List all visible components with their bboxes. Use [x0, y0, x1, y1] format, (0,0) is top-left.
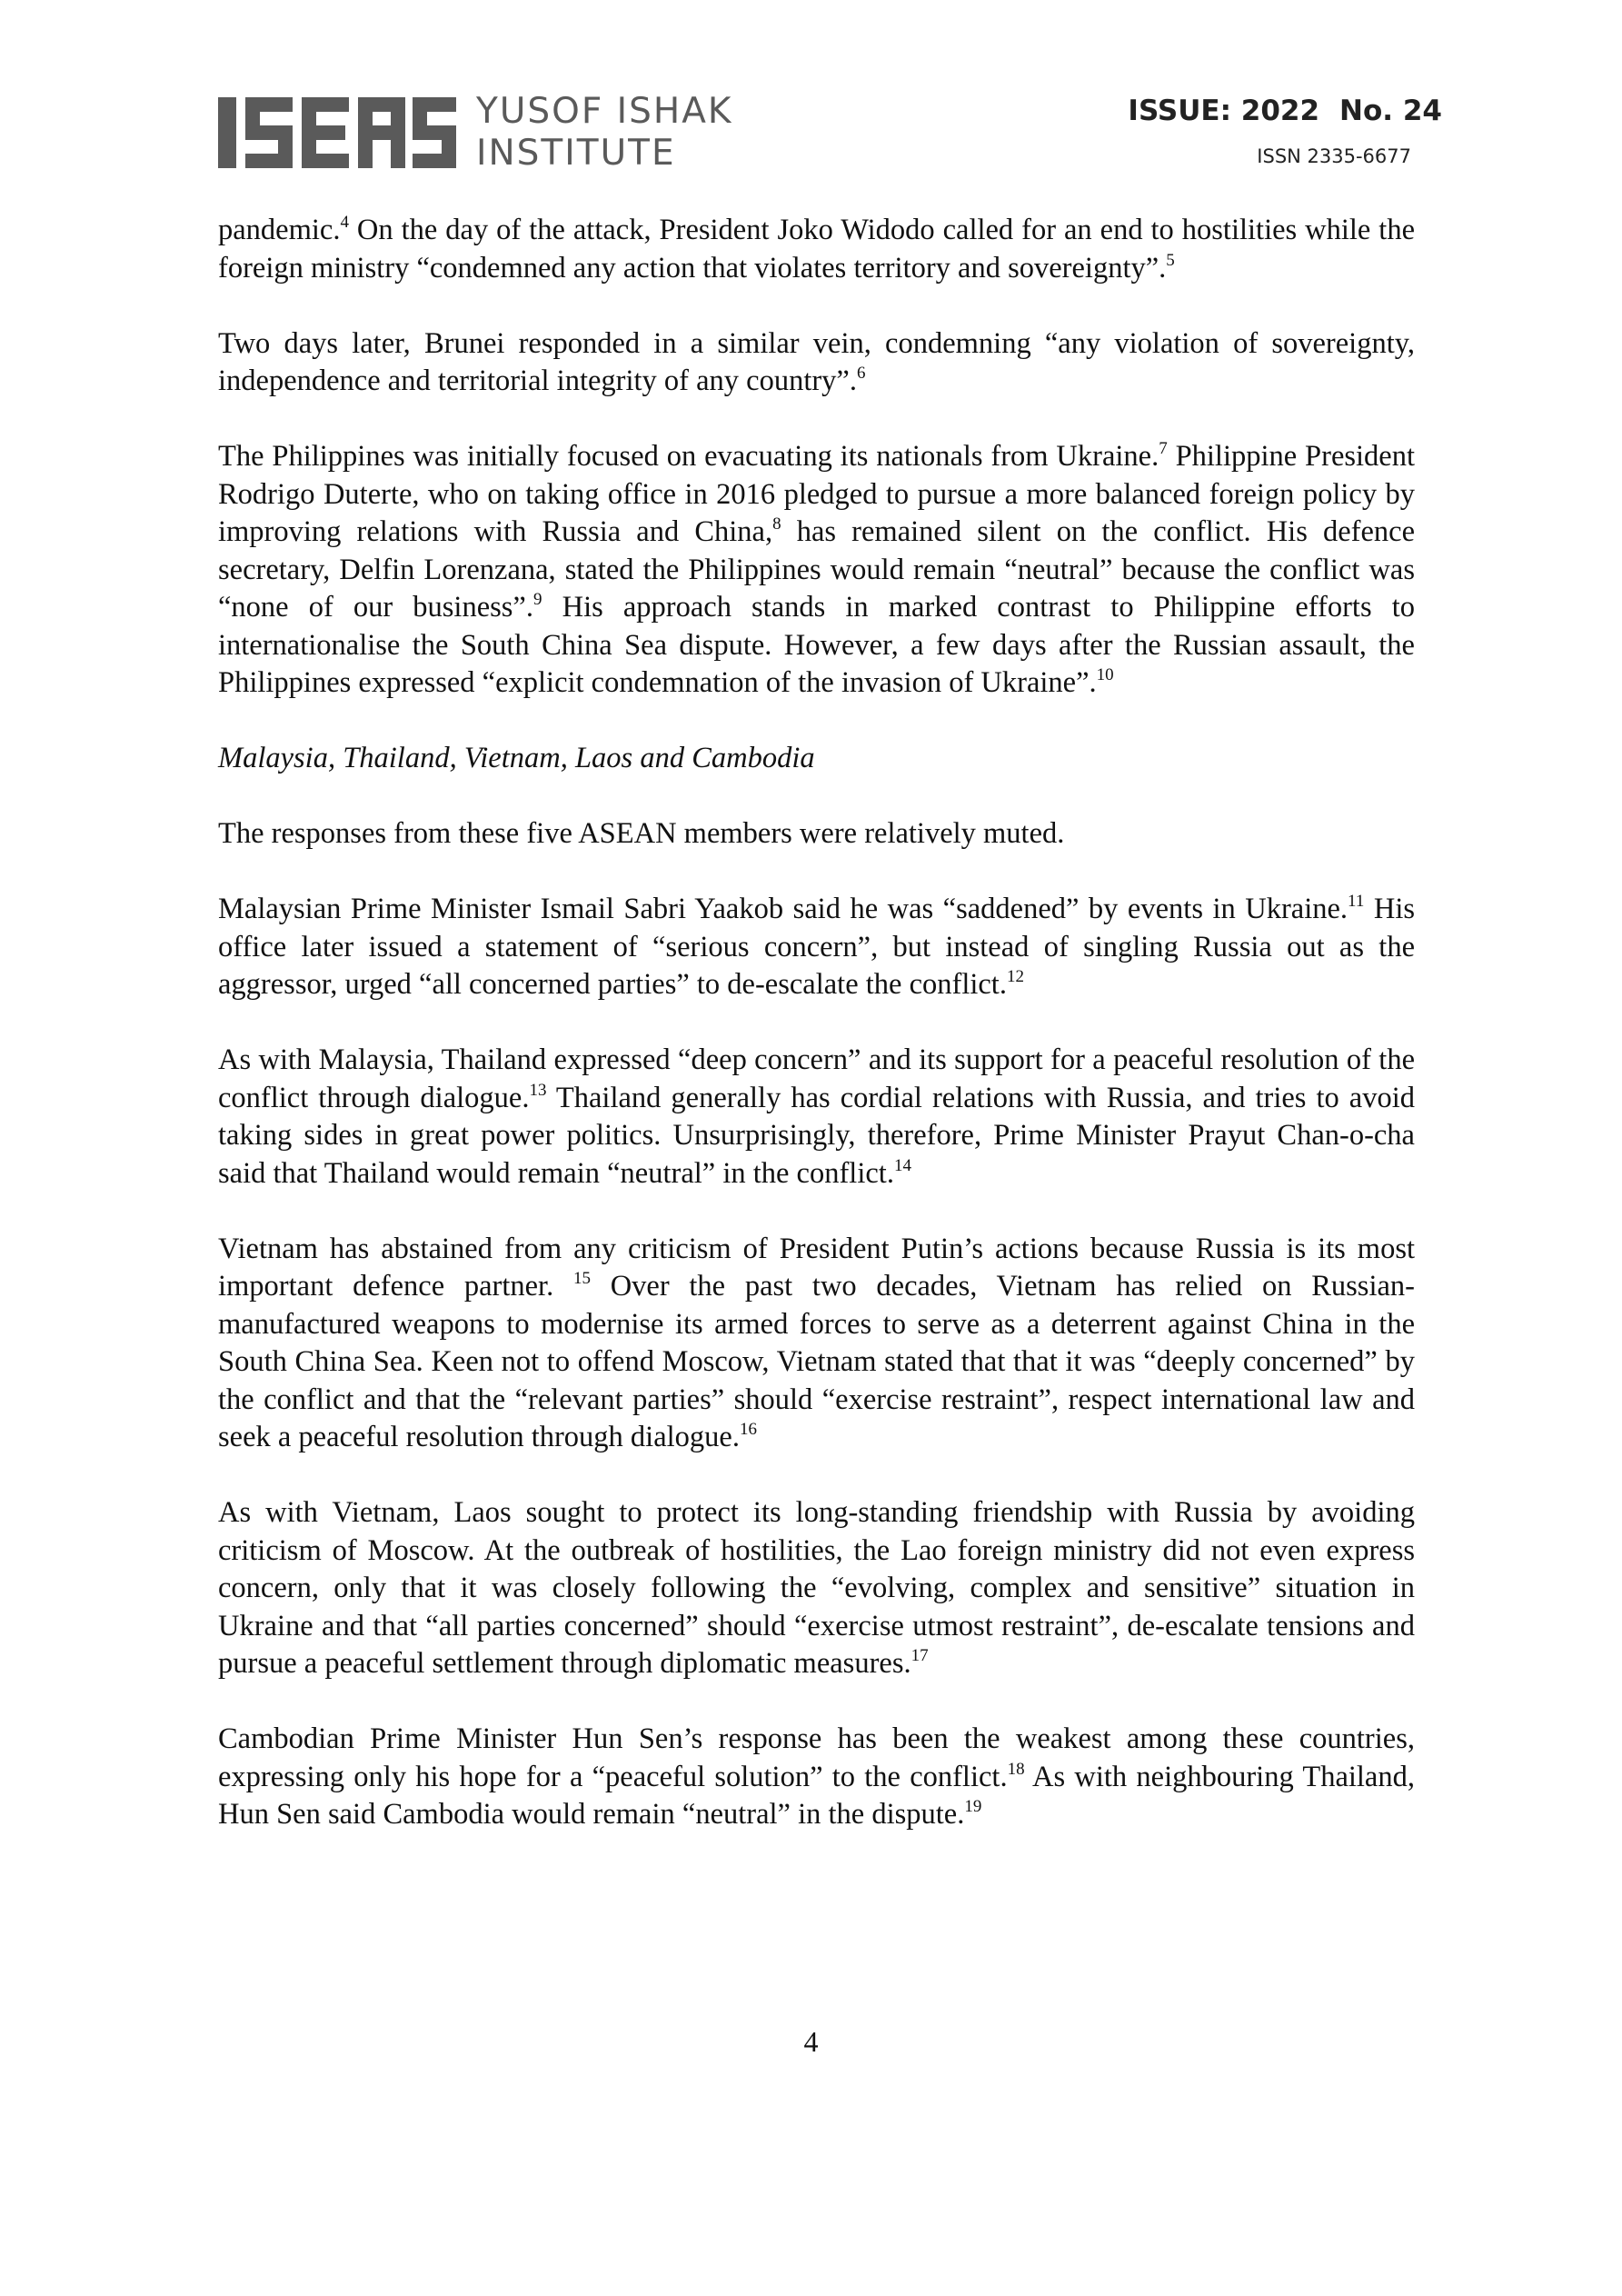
footnote-reference: 19 — [964, 1797, 982, 1816]
paragraph-text: As with Vietnam, Laos sought to protect its long-standing friendship with Russia by avoiding criticism of Moscow. At the outbreak of hostilities, the Lao foreign ministry did not even express concern, only that it was closely following the “evolving, complex and sensitive” situation in Ukraine and that “all parties concerned” should “exercise utmost restraint”, de-escalate tensions and pursue a peaceful settlement through diplomatic measures. — [218, 1496, 1415, 1680]
article-body — [218, 212, 1415, 1872]
paragraph-text: Malaysian Prime Minister Ismail Sabri Yaakob said he was “saddened” by events in Ukraine. — [218, 893, 1348, 925]
footnote-reference: 10 — [1096, 665, 1114, 684]
paragraph-text: The Philippines was initially focused on evacuating its nationals from Ukraine. — [218, 440, 1159, 473]
body-paragraph — [218, 1494, 1415, 1683]
footnote-reference: 14 — [893, 1155, 911, 1175]
footnote-reference: 5 — [1166, 250, 1175, 270]
issue-label — [1128, 95, 1442, 127]
body-paragraph — [218, 1721, 1415, 1834]
footnote-reference: 7 — [1159, 439, 1168, 458]
institute-name-line2: INSTITUTE — [476, 133, 676, 174]
paragraph-text: As with Malaysia, Thailand expressed “deep concern” and its support for a peaceful resolution of the conflict through dialogue. — [218, 1043, 1415, 1114]
paragraph-text: Malaysia, Thailand, Vietnam, Laos and Cambodia — [218, 742, 815, 774]
iseas-logo — [218, 91, 733, 174]
body-paragraph — [218, 212, 1415, 287]
footnote-reference: 15 — [572, 1269, 591, 1288]
issn-label: ISSN 2335-6677 — [1257, 145, 1411, 167]
body-paragraph — [218, 1042, 1415, 1193]
footnote-reference: 8 — [772, 514, 781, 534]
paragraph-text: Over the past two decades, Vietnam has relied on Russian-manufactured weapons to modernise its armed forces to serve as a deterrent against China in the South China Sea. Keen not to offend Moscow, Vietnam stated that that it was “deeply concerned” by the conflict and that the “relevant parties” should “exercise restraint”, respect international law and seek a peaceful resolution through dialogue. — [218, 1270, 1415, 1453]
paragraph-text: On the day of the attack, President Joko Widodo called for an end to hostilities while the foreign ministry “condemned any action that violates territory and sovereignty”. — [218, 214, 1415, 285]
footnote-reference: 9 — [533, 590, 542, 609]
footnote-reference: 16 — [739, 1420, 757, 1439]
section-subheading — [218, 740, 1415, 778]
paragraph-text: As with neighbouring Thailand, Hun Sen said Cambodia would remain “neutral” in the dispute. — [218, 1760, 1415, 1831]
paragraph-text: Cambodian Prime Minister Hun Sen’s response has been the weakest among these countries, expressing only his hope for a “peaceful solution” to the conflict. — [218, 1722, 1415, 1793]
footnote-reference: 13 — [529, 1080, 547, 1100]
paragraph-text: pandemic. — [218, 214, 341, 246]
body-paragraph — [218, 1231, 1415, 1457]
institute-name — [476, 91, 733, 175]
footnote-reference: 18 — [1007, 1759, 1025, 1779]
paragraph-text: His office later issued a statement of “serious concern”, but instead of singling Russia out as the aggressor, urged “all concerned parties” to de-escalate the conflict. — [218, 893, 1415, 1001]
page-number: 4 — [803, 2025, 819, 2058]
paragraph-text: Two days later, Brunei responded in a similar vein, condemning “any violation of sovereignty, independence and territorial integrity of any country”. — [218, 326, 1415, 397]
issue-year: ISSUE: 2022 — [1128, 95, 1320, 127]
paragraph-text: has remained silent on the conflict. His defence secretary, Delfin Lorenzana, stated the Philippines would remain “neutral” because the conflict was “none of our business”. — [218, 515, 1415, 624]
footnote-reference: 12 — [1006, 967, 1024, 986]
paragraph-text: Philippine President Rodrigo Duterte, who on taking office in 2016 pledged to pursue a more balanced foreign policy by improving relations with Russia and China, — [218, 440, 1415, 548]
footnote-reference: 17 — [911, 1646, 929, 1665]
institute-name-line1: YUSOF ISHAK — [476, 91, 733, 132]
paragraph-text: The responses from these five ASEAN members were relatively muted. — [218, 817, 1065, 850]
paragraph-text: His approach stands in marked contrast to Philippine efforts to internationalise the South China Sea dispute. However, a few days after the Russian assault, the Philippines expressed “explicit condemnation of the invasion of Ukraine”. — [218, 591, 1415, 699]
paragraph-text: Vietnam has abstained from any criticism of President Putin’s actions because Russia is its most important defence partner. — [218, 1232, 1415, 1303]
issue-number: No. 24 — [1339, 95, 1442, 127]
body-paragraph — [218, 325, 1415, 401]
paragraph-text: Thailand generally has cordial relations with Russia, and tries to avoid taking sides in great power politics. Unsurprisingly, therefore, Prime Minister Prayut Chan-o-cha said that Thailand would remain “neutral” in the conflict. — [218, 1081, 1415, 1190]
body-paragraph — [218, 891, 1415, 1004]
body-paragraph — [218, 815, 1415, 854]
footnote-reference: 11 — [1348, 892, 1365, 911]
footnote-reference: 6 — [857, 364, 866, 383]
iseas-wordmark-logo — [218, 97, 456, 168]
body-paragraph — [218, 438, 1415, 703]
footnote-reference: 4 — [340, 213, 349, 232]
